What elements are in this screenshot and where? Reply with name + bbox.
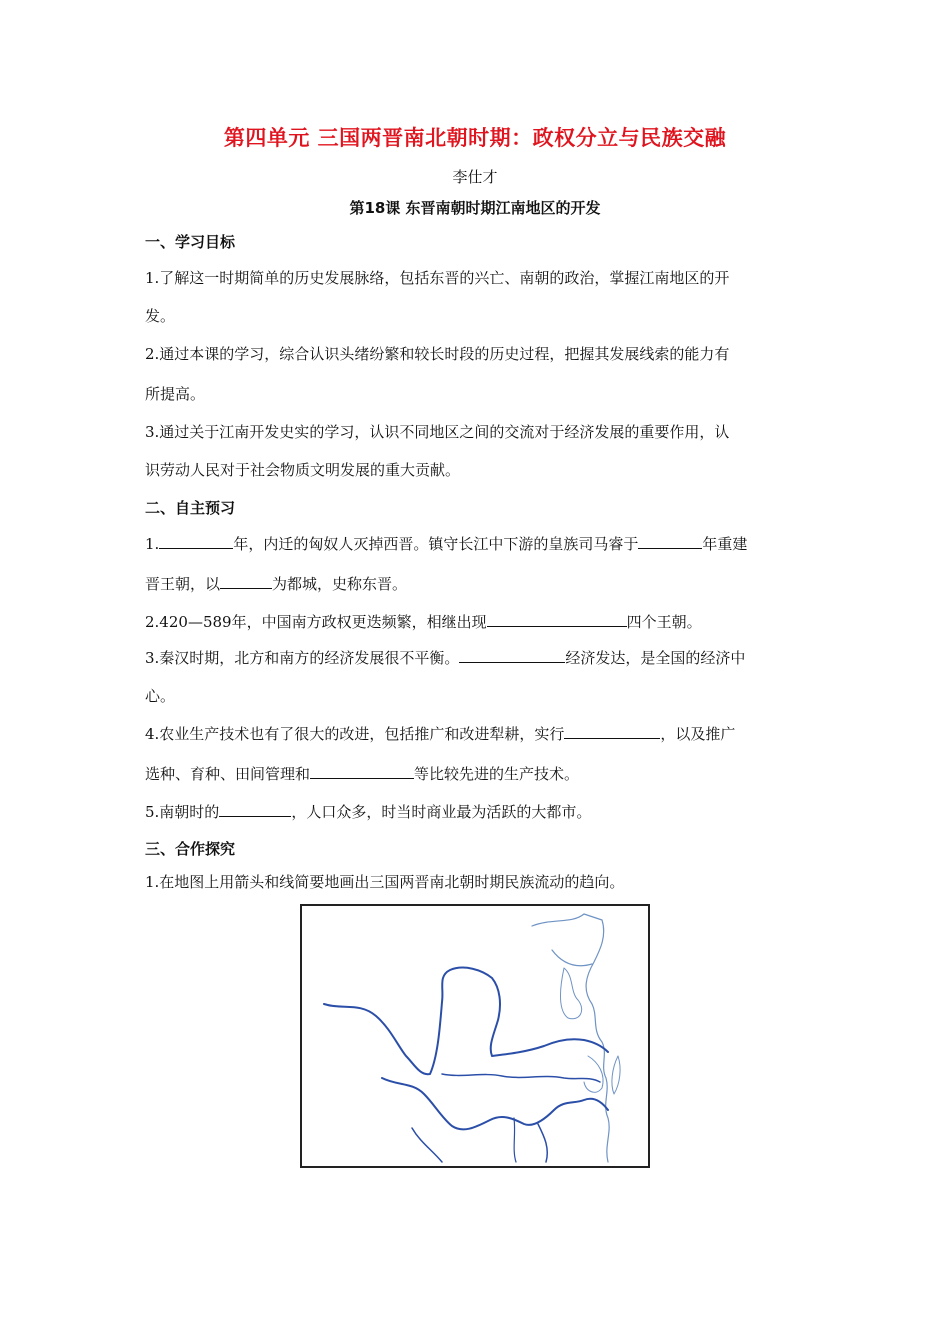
preview-question-2: 2.420—589年，中国南方政权更迭频繁，相继出现 四个王朝。	[145, 613, 702, 631]
bay-outline	[584, 1056, 603, 1092]
preview-question-5: 5.南朝时的 ，人口众多，时当时商业最为活跃的大都市。	[145, 803, 592, 821]
goal-1-line-1: 1.了解这一时期简单的历史发展脉络，包括东晋的兴亡、南朝的政治，掌握江南地区的开	[145, 269, 730, 287]
answer-blank[interactable]	[564, 724, 660, 739]
section-heading-cooperative-inquiry: 三、合作探究	[145, 840, 236, 858]
southern-tributary	[538, 1124, 547, 1162]
goal-3-line-1: 3.通过关于江南开发史实的学习，认识不同地区之间的交流对于经济发展的重要作用，认	[145, 423, 730, 441]
preview-question-1-line-2: 晋王朝，以 为都城，史称东晋。	[145, 575, 408, 593]
unit-title: 第四单元 三国两晋南北朝时期：政权分立与民族交融	[223, 126, 727, 150]
island-outline	[612, 1056, 620, 1094]
answer-blank[interactable]	[638, 534, 702, 549]
answer-blank[interactable]	[220, 574, 272, 589]
goal-2-line-1: 2.通过本课的学习，综合认识头绪纷繁和较长时段的历史过程，把握其发展线索的能力有	[145, 345, 730, 363]
china-outline-map[interactable]	[300, 904, 650, 1168]
preview-question-1-line-1: 1. 年，内迁的匈奴人灭掉西晋。镇守长江中下游的皇族司马睿于 年重建	[145, 535, 748, 553]
section-heading-self-preview: 二、自主预习	[145, 499, 236, 517]
section-heading-learning-goals: 一、学习目标	[145, 233, 236, 251]
coastline	[532, 914, 609, 1162]
goal-1-line-2: 发。	[145, 307, 176, 325]
goal-3-line-2: 识劳动人民对于社会物质文明发展的重大贡献。	[145, 461, 461, 479]
answer-blank[interactable]	[310, 764, 414, 779]
author-name: 李仕才	[452, 168, 498, 186]
goal-2-line-2: 所提高。	[145, 385, 206, 403]
inquiry-question-1: 1.在地图上用箭头和线简要地画出三国两晋南北朝时期民族流动的趋向。	[145, 873, 625, 891]
preview-question-4-line-1: 4.农业生产技术也有了很大的改进，包括推广和改进犁耕，实行 ，以及推广	[145, 725, 736, 743]
lesson-title: 第18课 东晋南朝时期江南地区的开发	[349, 199, 601, 217]
southern-river	[412, 1128, 442, 1162]
preview-question-3-line-2: 心。	[145, 687, 176, 705]
peninsula-outline	[561, 968, 582, 1019]
yellow-river	[324, 968, 608, 1075]
answer-blank[interactable]	[487, 612, 627, 627]
preview-question-3-line-1: 3.秦汉时期，北方和南方的经济发展很不平衡。 经济发达，是全国的经济中	[145, 649, 746, 667]
answer-blank[interactable]	[159, 534, 233, 549]
yangtze-river	[382, 1078, 608, 1129]
answer-blank[interactable]	[459, 648, 565, 663]
gan-river	[514, 1118, 516, 1162]
outline-map-of-china-icon	[302, 906, 648, 1166]
answer-blank[interactable]	[219, 802, 291, 817]
northeast-river	[552, 950, 592, 966]
preview-question-4-line-2: 选种、育种、田间管理和 等比较先进的生产技术。	[145, 765, 580, 783]
huai-river	[442, 1074, 600, 1082]
